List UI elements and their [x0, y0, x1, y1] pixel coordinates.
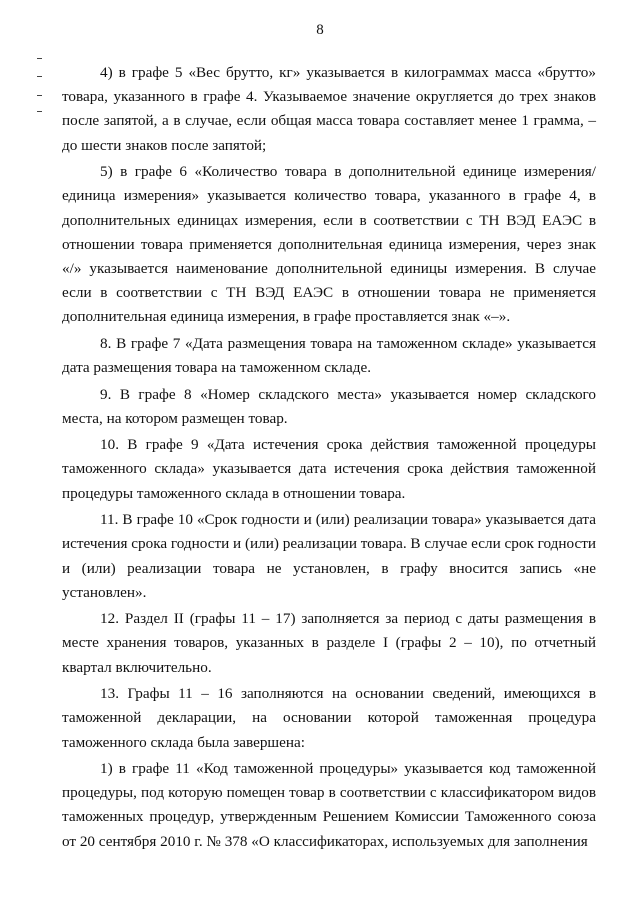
- margin-mark: [37, 95, 42, 96]
- margin-mark: [37, 76, 42, 77]
- margin-mark: [37, 111, 42, 112]
- paragraph-graph-5: 4) в графе 5 «Вес брутто, кг» указывается в килограммах масса «брутто» товара, указанного в графе 4. Указываемое значение округляется до трех знаков после запятой, а в случае, если общая масса товара составляет менее 1 грамма, – до шести знаков после запятой;: [62, 64, 596, 154]
- document-body: [62, 61, 596, 856]
- margin-mark: [37, 58, 42, 59]
- paragraph-12: 12. Раздел II (графы 11 – 17) заполняется за период с даты размещения в месте хранения товаров, указанных в разделе I (графы 2 – 10), по отчетный квартал включительно.: [62, 610, 596, 676]
- paragraph-11: 11. В графе 10 «Срок годности и (или) реализации товара» указывается дата истечения срока годности и (или) реализации товара. В случае если срок годности и (или) реализации товара не установлен, в графу вносится запись «не установлен».: [62, 511, 596, 601]
- paragraph-8: 8. В графе 7 «Дата размещения товара на таможенном складе» указывается дата размещения товара на таможенном складе.: [62, 334, 596, 377]
- paragraph-13: 13. Графы 11 – 16 заполняются на основании сведений, имеющихся в таможенной декларации, на основании которой таможенная процедура таможенного склада была завершена:: [62, 685, 596, 751]
- paragraph-10: 10. В графе 9 «Дата истечения срока действия таможенной процедуры таможенного склада» указывается дата истечения срока действия таможенной процедуры таможенного склада в отношении товара.: [62, 436, 596, 502]
- page-number: 8: [316, 22, 324, 38]
- paragraph-9: 9. В графе 8 «Номер складского места» указывается номер складского места, на котором размещен товар.: [62, 385, 596, 427]
- paragraph-graph-6: 5) в графе 6 «Количество товара в дополнительной единице измерения/единица измерения» указывается количество товара, указанного в графе 4, в дополнительных единицах измерения, если в соответствии с ТН ВЭД ЕАЭС в отношении товара применяется дополнительная единица измерения, через знак «/» указывается наименование дополнительной единицы измерения. В случае если в соответствии с ТН ВЭД ЕАЭС в отношении товара не применяется дополнительная единица измерения, в графе проставляется знак «–».: [62, 163, 596, 326]
- paragraph-graph-11: 1) в графе 11 «Код таможенной процедуры» указывается код таможенной процедуры, под которую помещен товар в соответствии с классификатором видов таможенных процедур, утвержденным Решением Комиссии Таможенного союза от 20 сентября 2010 г. № 378 «О классификаторах, используемых для заполнения: [62, 760, 596, 850]
